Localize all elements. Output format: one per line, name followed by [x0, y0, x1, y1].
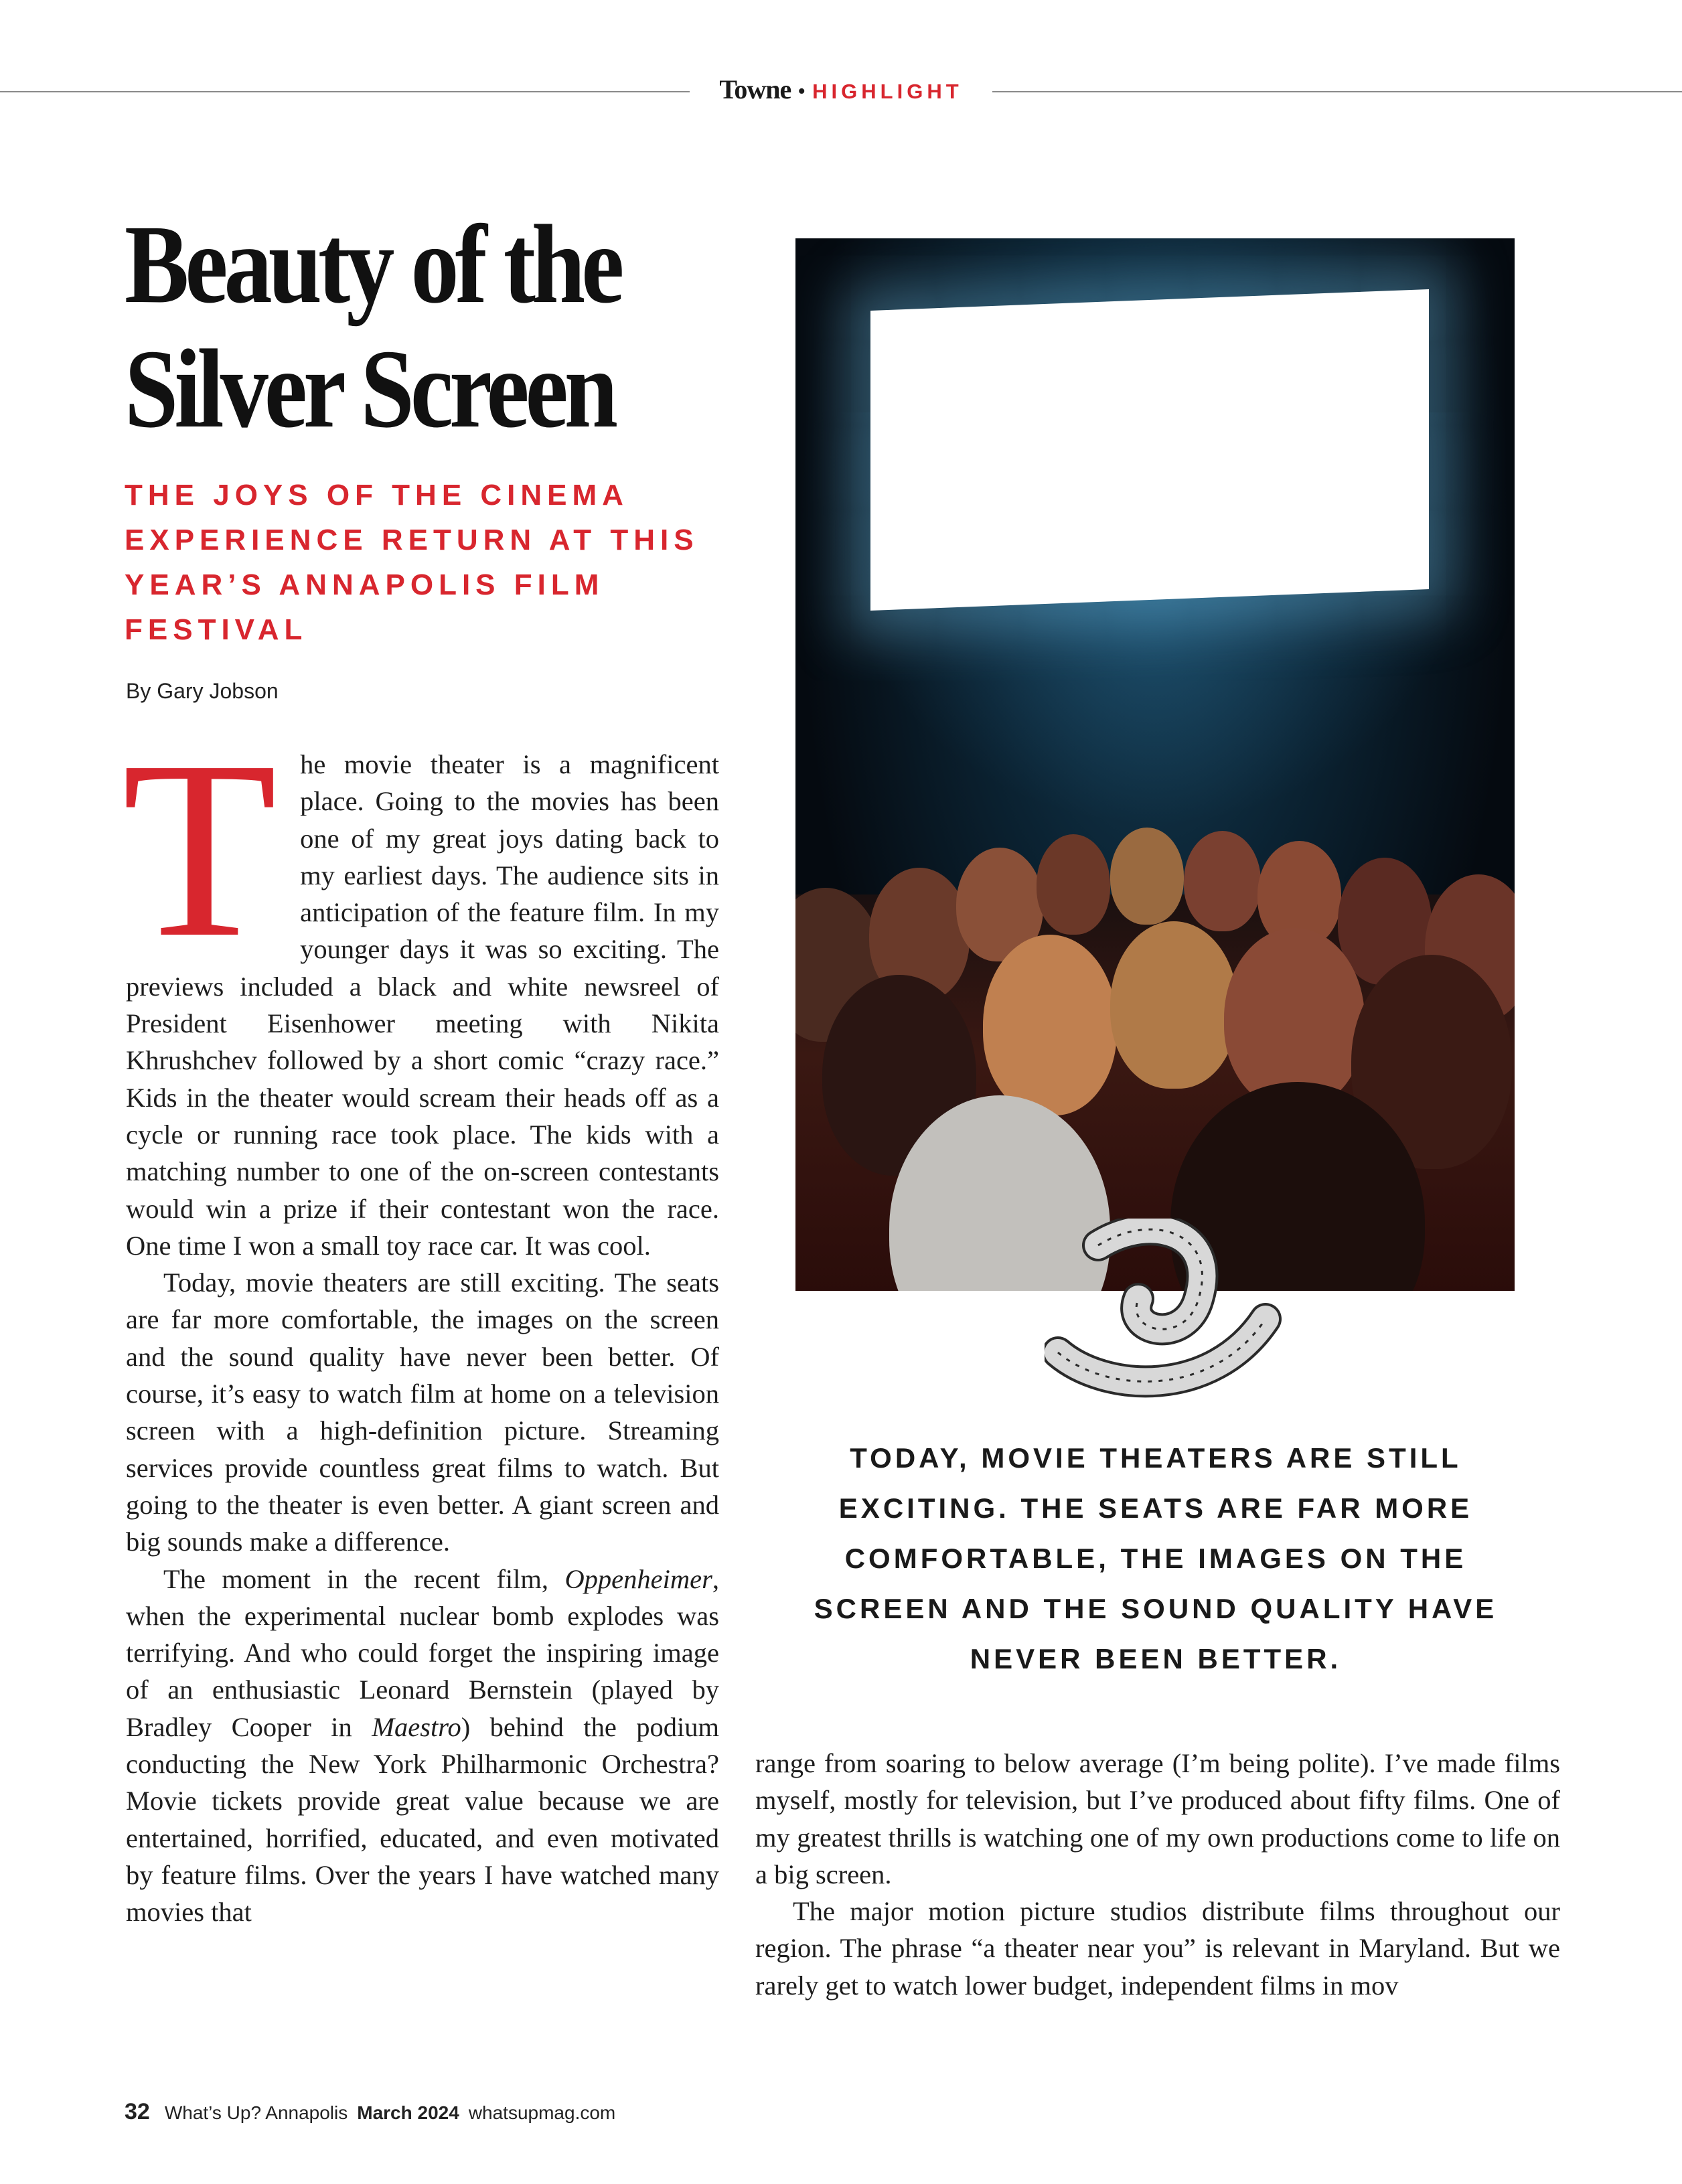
publication-name: What’s Up? Annapolis [164, 2102, 348, 2123]
body-paragraph: The major motion picture studios distribute films throughout our region. The phrase “a theater near you” is relevant in Maryland. But we rarely get to watch lower budget, independent films in mov [755, 1896, 1560, 2001]
body-column-1 [122, 708, 719, 1931]
audience-head [1110, 828, 1184, 925]
body-paragraph-text: he movie theater is a magnificent place. Going to the movies has been one of my great joys dating back to my earliest days. The audience sits in anticipation of the feature film. In my younger days it was so exciting. The previews included a black and white newsreel of President Eisenhower meeting with Nikita Khrushchev followed by a short comic “crazy race.” Kids in the theater would scream their heads off as a cycle or running race took place. The kids with a matching number to one of the on-screen contestants would win a prize if their contestant won the race. One time I won a small toy race car. It was cool. [126, 749, 719, 1261]
drop-cap: T [122, 708, 278, 990]
film-title-oppenheimer: Oppenheimer [564, 1563, 712, 1594]
body-paragraph: Today, movie theaters are still exciting. The seats are far more comfortable, the images on the screen and the sound quality have never been better. Of course, it’s easy to watch film at home on a television screen with a high-definition picture. Streaming services provide countless great films to watch. But going to the theater is even better. A giant screen and big sounds make a difference. [126, 1267, 719, 1557]
article-byline: By Gary Jobson [126, 679, 279, 703]
page-footer [125, 2098, 615, 2126]
film-reel-icon [1045, 1219, 1292, 1399]
audience-head [983, 935, 1117, 1115]
audience-head [1037, 834, 1110, 935]
issue-date: March 2024 [357, 2102, 459, 2123]
body-column-2 [755, 1745, 1560, 2004]
article-deck: THE JOYS OF THE CINEMA EXPERIENCE RETURN AT THIS YEAR’S ANNAPOLIS FILM FESTIVAL [125, 479, 699, 646]
website-url: whatsupmag.com [468, 2102, 616, 2123]
section-separator: • [797, 79, 806, 104]
section-brand: Towne [719, 74, 791, 104]
body-paragraph [122, 708, 719, 1264]
header-rule-right [992, 91, 1682, 92]
section-tag [690, 70, 992, 112]
body-text: ) behind the podium conducting the New York Philharmonic Orchestra? Movie tickets provide great value because we are entertained, horrified, educated, and even motivated by feature films. Over the years I have watched many movies that [126, 1711, 719, 1928]
pull-quote: TODAY, MOVIE THEATERS ARE STILL EXCITING. THE SEATS ARE FAR MORE COMFORTABLE, THE IMAGES ON THE SCREEN AND THE SOUND QUALITY HAVE NEVER BEEN BETTER. [814, 1442, 1498, 1674]
page-number: 32 [125, 2099, 150, 2124]
section-label: HIGHLIGHT [812, 80, 963, 103]
film-title-maestro: Maestro [372, 1711, 461, 1742]
body-text: , when the experimental nuclear bomb explodes was terrifying. And who could forget the inspiring image of an enthusiastic Leonard Bernstein (played by Bradley Cooper in [126, 1563, 719, 1742]
body-text: The moment in the recent film, [163, 1563, 565, 1594]
audience-head [1110, 921, 1237, 1089]
cinema-audience-photo [795, 238, 1515, 1291]
article-headline: Beauty of the Silver Screen [125, 202, 621, 451]
header-rule-left [0, 91, 690, 92]
body-paragraph: range from soaring to below average (I’m being polite). I’ve made films myself, mostly for television, but I’ve produced about fifty films. One of my greatest thrills is watching one of my own productions come to life on a big screen. [755, 1748, 1560, 1889]
cinema-screen [870, 289, 1429, 611]
body-paragraph [126, 1561, 719, 1931]
audience-head [1184, 831, 1261, 931]
